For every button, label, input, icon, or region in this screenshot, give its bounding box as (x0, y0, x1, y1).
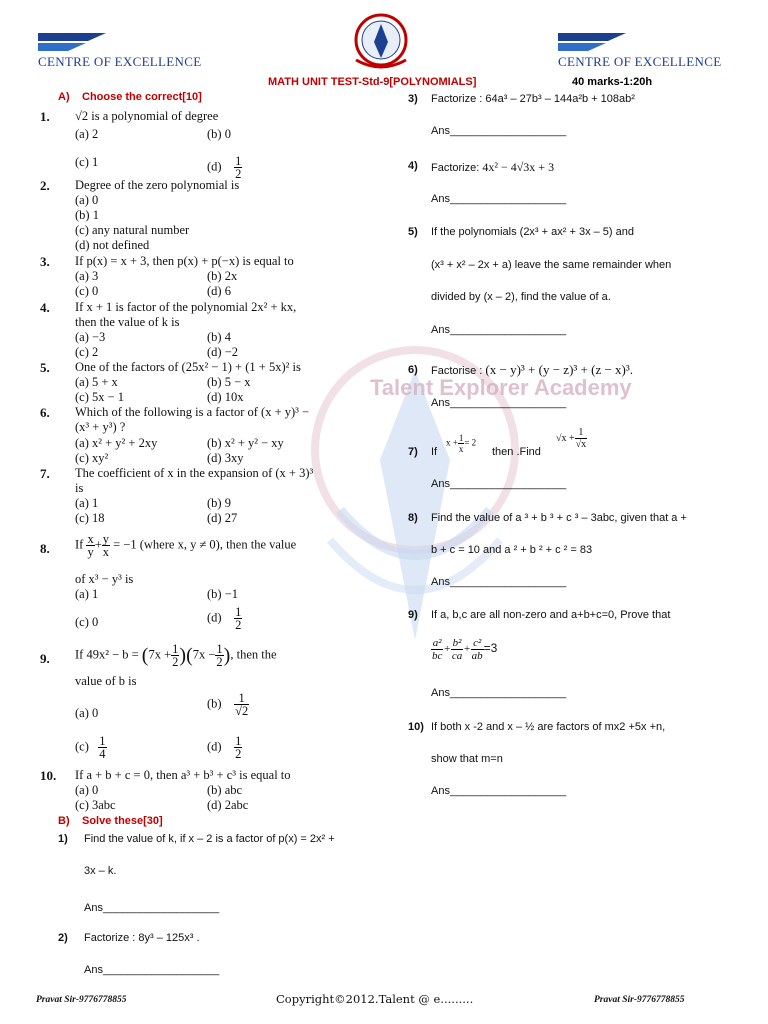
option-c: (c) 0 (75, 284, 99, 298)
option-b: (b) 0 (207, 127, 231, 141)
option-a: (a) 5 + x (75, 375, 118, 389)
question-number: 4. (40, 300, 50, 315)
option-a: (a) −3 (75, 330, 106, 344)
option-d: (d) not defined (75, 238, 150, 252)
question-stem: Degree of the zero polynomial is (75, 178, 240, 192)
option-b: (b) 1 (75, 208, 99, 222)
option-d: (d) 27 (207, 511, 238, 525)
answer-line[interactable]: Ans___________________ (431, 687, 567, 699)
question-number: 2) (58, 932, 68, 944)
question-text-cont: show that m=n (431, 753, 503, 765)
question-stem: If $\frac{x}{y}$ + $\frac{y}{x}$ = −1 (where x, y ≠ 0), then the value (75, 532, 297, 559)
question-stem: If a + b + c = 0, then a³ + b³ + c³ is equal to (75, 768, 291, 782)
question-stem-cont: is (75, 481, 84, 495)
answer-line[interactable]: Ans___________________ (431, 125, 567, 137)
q7-expression: √x + $\frac{1}{√x}$ (556, 427, 587, 450)
option-a: (a) 0 (75, 783, 99, 797)
question-number: 4) (408, 160, 418, 172)
question-text-cont: 3x – k. (84, 865, 117, 877)
question-number: 10) (408, 721, 424, 733)
question-number: 1. (40, 109, 50, 124)
footer-right: Pravat Sir-9776778855 (594, 995, 685, 1005)
page-title: MATH UNIT TEST-Std-9[POLYNOMIALS] (268, 76, 477, 88)
academy-emblem-icon (346, 12, 416, 74)
option-c: (c) any natural number (75, 223, 190, 237)
answer-line[interactable]: Ans___________________ (431, 785, 567, 797)
option-c: (c) 0 (75, 615, 99, 629)
option-b: (b) x² + y² − xy (207, 436, 284, 450)
answer-line[interactable]: Ans___________________ (431, 576, 567, 588)
question-number: 5) (408, 226, 418, 238)
option-b: (b) abc (207, 783, 243, 797)
question-number: 2. (40, 178, 50, 193)
brand-left: CENTRE OF EXCELLENCE (38, 54, 202, 69)
answer-line[interactable]: Ans___________________ (431, 324, 567, 336)
section-a-label: A) (58, 91, 70, 103)
option-d: (d) 2abc (207, 798, 249, 812)
question-stem: If p(x) = x + 3, then p(x) + p(−x) is equal to (75, 254, 294, 268)
option-a: (a) 0 (75, 706, 99, 720)
logo-left-icon (38, 33, 108, 53)
option-a: (a) 1 (75, 496, 99, 510)
section-b-title: Solve these[30] (82, 815, 163, 827)
answer-line[interactable]: Ans___________________ (431, 193, 567, 205)
watermark-text: Talent Explorer Academy (370, 375, 632, 400)
question-stem-cont: of x³ − y³ is (75, 572, 134, 586)
question-number: 9. (40, 651, 50, 666)
question-text: If a, b,c are all non-zero and a+b+c=0, Prove that (431, 609, 671, 621)
question-stem: √2 is a polynomial of degree (75, 109, 219, 123)
question-number: 7) (408, 446, 418, 458)
option-c: (c) 18 (75, 511, 105, 525)
option-d: (d) $\frac{1}{2}$ (207, 154, 242, 181)
question-text-cont: b + c = 10 and a ² + b ² + c ² = 83 (431, 544, 593, 556)
question-number: 9) (408, 609, 418, 621)
option-c: (c) 2 (75, 345, 99, 359)
option-d: (d) $\frac{1}{2}$ (207, 734, 242, 761)
option-a: (a) 2 (75, 127, 99, 141)
question-stem-cont: value of b is (75, 674, 137, 688)
option-a: (a) 3 (75, 269, 99, 283)
footer-copyright: Copyright©2012.Talent @ e......... (276, 992, 474, 1006)
question-number: 7. (40, 466, 50, 481)
option-b: (b) 9 (207, 496, 231, 510)
answer-line[interactable]: Ans___________________ (84, 902, 220, 914)
question-stem-cont: then the value of k is (75, 315, 180, 329)
question-text-cont: divided by (x – 2), find the value of a. (431, 291, 611, 303)
option-d: (d) 6 (207, 284, 231, 298)
option-c: (c) xy² (75, 451, 109, 465)
logo-right-icon (558, 33, 628, 53)
section-b-label: B) (58, 815, 70, 827)
question-number: 3) (408, 93, 418, 105)
question-text: Find the value of a ³ + b ³ + c ³ – 3abc, given that a + (431, 512, 687, 524)
question-number: 5. (40, 360, 50, 375)
question-text: If the polynomials (2x³ + ax² + 3x – 5) and (431, 226, 634, 238)
question-stem: The coefficient of x in the expansion of (x + 3)³ (75, 466, 314, 480)
question-text-cont: (x³ + x² – 2x + a) leave the same remainder when (431, 259, 672, 271)
question-number: 8) (408, 512, 418, 524)
question-number: 6) (408, 364, 418, 376)
option-d: (d) 3xy (207, 451, 244, 465)
q9-equation: $\frac{\text{a²}}{bc}$ + $\frac{\text{b²}}{ca}$ + $\frac{\text{c²}}{ab}$ =3 (432, 637, 498, 662)
option-b: (b) 4 (207, 330, 231, 344)
option-d: (d) 10x (207, 390, 244, 404)
question-number: 10. (40, 768, 57, 783)
question-number: 8. (40, 541, 50, 556)
option-b: (b) 5 − x (207, 375, 251, 389)
answer-line[interactable]: Ans___________________ (84, 964, 220, 976)
question-stem: Which of the following is a factor of (x + y)³ − (75, 405, 310, 419)
option-c: (c) $\frac{1}{4}$ (75, 734, 106, 761)
question-text: Factorise : (x − y)³ + (y − z)³ + (z − x)³. (431, 362, 634, 377)
question-stem: If x + 1 is factor of the polynomial 2x² + kx, (75, 300, 297, 314)
option-c: (c) 5x − 1 (75, 390, 125, 404)
question-stem: If 49x² − b = (7x + $\frac{1}{2}$ )(7x − $\frac{1}{2}$ ), then the (75, 642, 277, 669)
answer-line[interactable]: Ans___________________ (431, 478, 567, 490)
question-text: then .Find (492, 446, 541, 458)
option-c: (c) 1 (75, 155, 99, 169)
footer-left: Pravat Sir-9776778855 (36, 995, 127, 1005)
section-a-title: Choose the correct[10] (82, 91, 202, 103)
question-text: Factorize : 8y³ – 125x³ . (84, 932, 200, 944)
option-b: (b) 2x (207, 269, 238, 283)
question-text: Find the value of k, if x – 2 is a factor of p(x) = 2x² + (84, 833, 335, 845)
option-a: (a) x² + y² + 2xy (75, 436, 158, 450)
marks-duration: 40 marks-1:20h (572, 76, 653, 88)
question-number: 6. (40, 405, 50, 420)
option-a: (a) 1 (75, 587, 99, 601)
option-d: (d) −2 (207, 345, 238, 359)
question-number: 3. (40, 254, 50, 269)
option-d: (d) $\frac{1}{2}$ (207, 605, 242, 632)
answer-line[interactable]: Ans___________________ (431, 397, 567, 409)
q7-condition: x + $\frac{1}{x}$ = 2 (446, 433, 477, 454)
option-b: (b) −1 (207, 587, 238, 601)
option-c: (c) 3abc (75, 798, 116, 812)
brand-right: CENTRE OF EXCELLENCE (558, 54, 722, 69)
question-text: Factorize : 64a³ – 27b³ – 144a²b + 108ab² (431, 93, 635, 105)
question-number: 1) (58, 833, 68, 845)
question-text: Factorize: 4x² − 4√3x + 3 (431, 160, 555, 174)
question-stem-cont: (x³ + y³) ? (75, 420, 126, 434)
option-b: (b) $\frac{1}{√2}$ (207, 691, 249, 718)
option-a: (a) 0 (75, 193, 99, 207)
question-text: If both x -2 and x – ½ are factors of mx2 +5x +n, (431, 721, 666, 733)
question-stem: One of the factors of (25x² − 1) + (1 + 5x)² is (75, 360, 301, 374)
question-if: If (431, 446, 438, 458)
